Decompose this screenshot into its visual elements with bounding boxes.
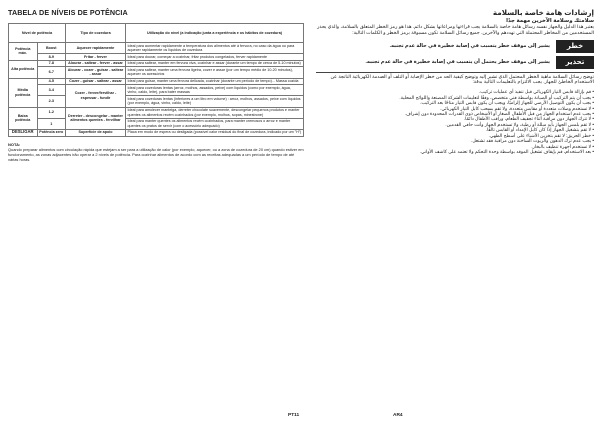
table-row	[9, 67, 304, 78]
safety-bullet-list	[316, 89, 594, 154]
safety-title: إرشادات هامة خاصة بالسلامة	[492, 8, 594, 17]
safety-bullet: • قم بإزالة قابس التيار الكهربائي قبل تنفيذ أي عمليات تركيب.	[316, 89, 594, 94]
cell-level: 3-4	[37, 85, 66, 96]
safety-bullet: • لا تستخدم أجهزة تنظيف بالبخار.	[316, 144, 594, 149]
safety-bullet: • يجب أن يكون التوصيل الأرضي للجهاز إلزاميًا، ويجب أن يكون قابس التيار متاحًا بعد التركيب.	[316, 100, 594, 105]
danger-label: خطر	[556, 40, 594, 53]
cell-level: 6-7	[37, 67, 66, 78]
cell-usage: Ideal para amolecer manteiga, derreter chocolate suavemente, descongelar pequenos produtos e manter quentes os alimentos recém cozinhados (por exemplo, molhos, sopas, minestrone)	[126, 107, 304, 118]
left-page	[8, 8, 304, 162]
safety-bullet: • لا تترك الجهاز دون مراقبة أثناء تجفيف الطعام، وراقب الأطفال دائمًا.	[316, 116, 594, 121]
table-row	[9, 96, 304, 107]
table-row	[9, 60, 304, 67]
divider	[316, 72, 594, 73]
header-use: Utilização do nível (a indicação junta a experiência e os hábitos de cozedura)	[126, 24, 304, 43]
cell-usage: Ideal para guisar, manter uma fervura delicada, cozinhar (durante um período de tempo)... Massa cozida	[126, 78, 304, 85]
table-header-row	[9, 24, 304, 43]
cell-cooking-type: Cozer - guisar - saltear - assar	[66, 78, 126, 85]
safety-bullet: • لا تقم بلمس الجهاز بأيدٍ مبللة أو رطبة، ولا تستخدم الجهاز وأنت حافي القدمين.	[316, 122, 594, 127]
cell-usage: Ideal para dourar, começar a cozinhar, fritar produtos congelados, ferver rapidamente	[126, 54, 304, 61]
cell-power-group: Alta potência	[9, 60, 38, 78]
cell-level: Boost	[37, 43, 66, 54]
cell-usage: Ideal para saltear, manter em fervura viva, cozinhar e assar (durante um tempo de cerca de 5-10 minutos)	[126, 60, 304, 67]
cell-usage: Placa em modo de espera ou desligada (possível calor residual do final de cozedura, indicado por um "H")	[126, 129, 304, 136]
table-row	[9, 107, 304, 118]
cell-power-group: Média potência	[9, 78, 38, 107]
cell-level: 4-5	[37, 78, 66, 85]
cell-power-group: DESLIGAR	[9, 129, 38, 136]
cell-cooking-type: Derreter - descongelar - manter alimentos quentes - fervilhar	[66, 107, 126, 129]
cell-usage: Ideal para aumentar rapidamente a temperatura dos alimentos até à fervura, no caso da água ou para aquecer rapidamente os líquidos de cozedura	[126, 43, 304, 54]
table-row	[9, 129, 304, 136]
safety-bullet: • يجب أن يتم التركيب أو الصيانة بواسطة فني متخصص، وفقًا لتعليمات الشركة المصنعة واللوائح المحلية.	[316, 95, 594, 100]
power-table-title: TABELA DE NÍVEIS DE POTÊNCIA	[8, 8, 128, 17]
warning-text: يشير إلى موقف خطر يحتمل أن يتسبب في إصابة خطيرة في حالة عدم تجنبه.	[365, 58, 550, 65]
table-row	[9, 54, 304, 61]
safety-subtitle: سلامتك وسلامة الآخرين مهمة جدًا	[506, 18, 594, 24]
cell-cooking-type: Superfície de apoio	[66, 129, 126, 136]
cell-level: Potência zero	[37, 129, 66, 136]
warning-box	[316, 56, 594, 69]
safety-body: توضح رسائل السلامة ماهية الخطر المحتمل الذي تشير إليه وتوضح كيفية الحد من خطر الإصابة أو التلف أو الصدمة الكهربائية الناتجة عن الاستخدام الخاطئ للجهاز. يجب الالتزام بالتعليمات التالية بدقة:	[330, 74, 594, 86]
cell-power-group: Baixa potência	[9, 107, 38, 129]
safety-bullet: • لا تقم بتشغيل الجهاز إذا كان كابل الإمداد أو القابس تالفًا.	[316, 127, 594, 132]
cell-power-group: Potência máx.	[9, 43, 38, 61]
cell-usage: Ideal para manter quentes os alimentos recém cozinhados, para manter cremosos o arroz e manter quentes os pratos de servir (com o acessório adequado)	[126, 118, 304, 129]
header-level: Nível de potência	[9, 24, 66, 43]
page-number-left: PT11	[288, 413, 300, 418]
cell-level: 1	[37, 118, 66, 129]
cell-cooking-type: Alourar - saltear - ferver - assar	[66, 60, 126, 67]
note-text: Quando preparar alimentos com circulação rápida que estejam a ser para a utilização de calor (por exemplo, aquecer, ou a zona de cozedura de 20 cm) quando estiver em funcionamento, as zonas adjacentes irão operar a 2 níveis de potência. Para cozinhar alimentos de acordo com as receitas adequadas a um período de tempo de até várias horas.	[8, 146, 304, 162]
cell-level: 8-9	[37, 54, 66, 61]
cell-usage: Ideal para saltear, manter uma fervura ligeira, cozer e assar (por um tempo médio de 10-20 minutos), aquecer os acessórios	[126, 67, 304, 78]
table-row	[9, 118, 304, 129]
power-level-table	[8, 23, 304, 137]
cell-cooking-type: Fritar - ferver	[66, 54, 126, 61]
right-page	[316, 8, 594, 155]
danger-text: يشير إلى موقف خطر يتسبب في إصابة خطيرة في حالة عدم تجنبه.	[389, 42, 550, 49]
cell-cooking-type: Alourar - cozer - guisar - saltear - assar	[66, 67, 126, 78]
warning-label: تحذير	[556, 56, 594, 69]
cell-usage: Ideal para cozeduras lentas (arroz, molhos, assados, peixe) com líquidos (como por exemplo, água, vinho, caldo, leite), para bater massas	[126, 85, 304, 96]
safety-intro: يعتبر هذا الدليل والجهاز نفسه رسائل هامة خاصة بالسلامة يجب قراءتها ومراعاتها بشكل دائم. هذا هو رمز الخطر المتعلق بالسلامة، والذي يحذر المستخدمين من المخاطر المحتملة التي تهددهم والآخرين. جميع رسائل السلامة تكون مسبوقة برمز الخطر و الكلمات التالية:	[317, 25, 594, 36]
cell-level: 1-2	[37, 107, 66, 118]
safety-bullet: • يجب عدم استخدام الجهاز من قبل الأطفال الصغار أو الأشخاص ذوي القدرات المحدودة دون إشراف.	[316, 111, 594, 116]
safety-bullet: • بعد الاستخدام، قم بإيقاف تشغيل الموقد بواسطة وحدة التحكم ولا تعتمد على كاشف الأواني.	[316, 149, 594, 154]
safety-bullet: • خطر الحريق: لا تقم بتخزين الأشياء على أسطح الطهي.	[316, 133, 594, 138]
page-number-right: AR4	[393, 413, 403, 418]
table-row	[9, 85, 304, 96]
cell-level: 2-3	[37, 96, 66, 107]
safety-bullet: • يجب عدم ترك الدهون والزيوت الساخنة دون مراقبة فقد تشتعل.	[316, 138, 594, 143]
cell-usage: Ideal para cozeduras lentas (inferiores a um litro em volume) : arroz, molhos, assados, peixe com líquidos (por exemplo, água, vinho, caldo, leite)	[126, 96, 304, 107]
table-row	[9, 78, 304, 85]
danger-box	[316, 40, 594, 53]
cell-level: 7-8	[37, 60, 66, 67]
header-type: Tipo de cozedura	[66, 24, 126, 43]
cell-cooking-type: Aquecer rapidamente	[66, 43, 126, 54]
note-title: NOTA:	[8, 141, 21, 147]
safety-bullet: • لا تستخدم وصلات متعددة أو مقابس متعددة، ولا تقم بسحب كابل التيار الكهربائي.	[316, 106, 594, 111]
table-row	[9, 43, 304, 54]
cell-cooking-type: Cozer - ferver/fervilhar - espessar - fundir	[66, 85, 126, 107]
note-block	[8, 142, 304, 162]
